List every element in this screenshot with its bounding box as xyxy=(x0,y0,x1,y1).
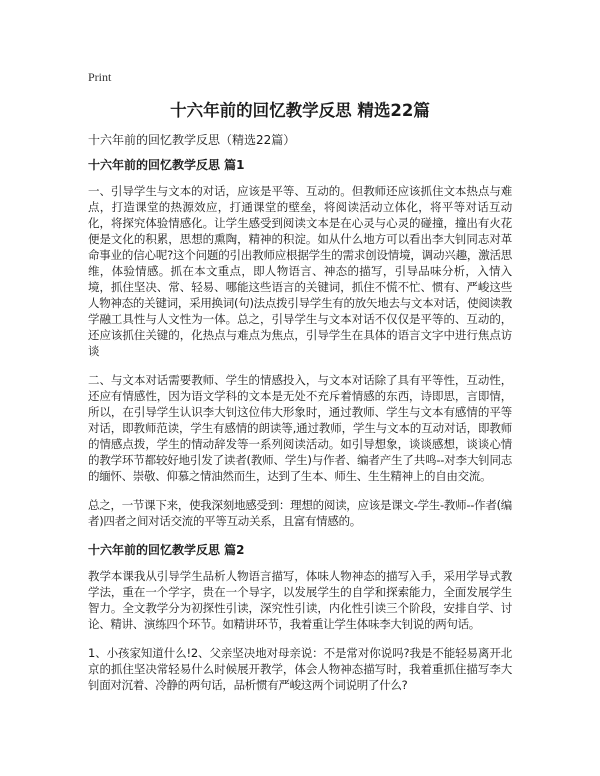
section-2 xyxy=(88,542,512,693)
paragraph: 一、引导学生与文本的对话，应该是平等、互动的。但教师还应该抓住文本热点与难点，打造课堂的热源效应，打通课堂的壁垒，将阅读活动立体化，将平等对话互动化，将探究体验情感化。让学生感受到阅读文本是在心灵与心灵的碰撞，撞出有火花便是文化的积累，思想的熏陶，精神的积淀。如从什么地方可以看出李大钊同志对革命事业的信心呢?这个问题的引出教师应根据学生的需求创设情境，调动兴趣，激活思维，体验情感。抓在本文重点，即人物语言、神态的描写，引导品味分析，入情入境，抓住坚决、常、轻易、哪能这些语言的关键词，抓住不慌不忙、惯有、严峻这些人物神态的关键词，采用换词(句)法点拨引导学生有的放矢地去与文本对话，使阅读教学融工具性与人文性为一体。总之，引导学生与文本对话不仅仅是平等的、互动的，还应该抓住关键的，化热点与难点为焦点，引导学生在具体的语言文字中进行焦点访谈 xyxy=(88,184,512,358)
section-1 xyxy=(88,157,512,529)
document-subtitle: 十六年前的回忆教学反思（精选22篇） xyxy=(88,133,296,147)
paragraph: 1、小孩家知道什么!2、父亲坚决地对母亲说：不是常对你说吗?我是不能轻易离开北京的抓住坚决常轻易什么时候展开教学，体会人物神态描写时，我着重抓住描写李大钊面对沉着、冷静的两句话，品析惯有严峻这两个词说明了什么? xyxy=(88,646,512,692)
paragraph: 二、与文本对话需要教师、学生的情感投入，与文本对话除了具有平等性，互动性，还应有情感性，因为语文学科的文本是无处不充斥着情感的东西，诗即思，言即情，所以，在引导学生认识李大钊这位伟大形象时，通过教师、学生与文本有感情的平等对话，即教师范读，学生有感情的朗读等,通过教师，学生与文本的互动对话，即教师的情感点拨，学生的情动辞发等一系列阅读活动。如引导想象，谈谈感想，谈谈心情的教学环节都较好地引发了读者(教师、学生)与作者、编者产生了共鸣--对李大钊同志的缅怀、崇敬、仰慕之情油然而生，达到了生本、师生、生生精神上的自由交流。 xyxy=(88,373,512,483)
section-heading: 十六年前的回忆教学反思 篇2 xyxy=(88,543,245,557)
page-title: 十六年前的回忆教学反思 精选22篇 xyxy=(170,101,430,120)
paragraph: 教学本课我从引导学生品析人物语言描写，体味人物神态的描写入手，采用学导式教学法，重在一个学字，贵在一个导字，以发展学生的自学和探索能力，全面发展学生智力。全文教学分为初探性引读，深究性引读，内化性引读三个阶段，安排自学、讨论、精讲、演练四个环节。如精讲环节，我着重让学生体味李大钊说的两句话。 xyxy=(88,569,512,631)
document-body xyxy=(88,157,512,706)
paragraph: 总之，一节课下来，使我深刻地感受到：理想的阅读，应该是课文-学生-教师--作者(编者)四者之间对话交流的平等互动关系，且富有情感的。 xyxy=(88,498,512,528)
print-link[interactable]: Print xyxy=(88,70,112,84)
section-heading: 十六年前的回忆教学反思 篇1 xyxy=(88,158,245,172)
